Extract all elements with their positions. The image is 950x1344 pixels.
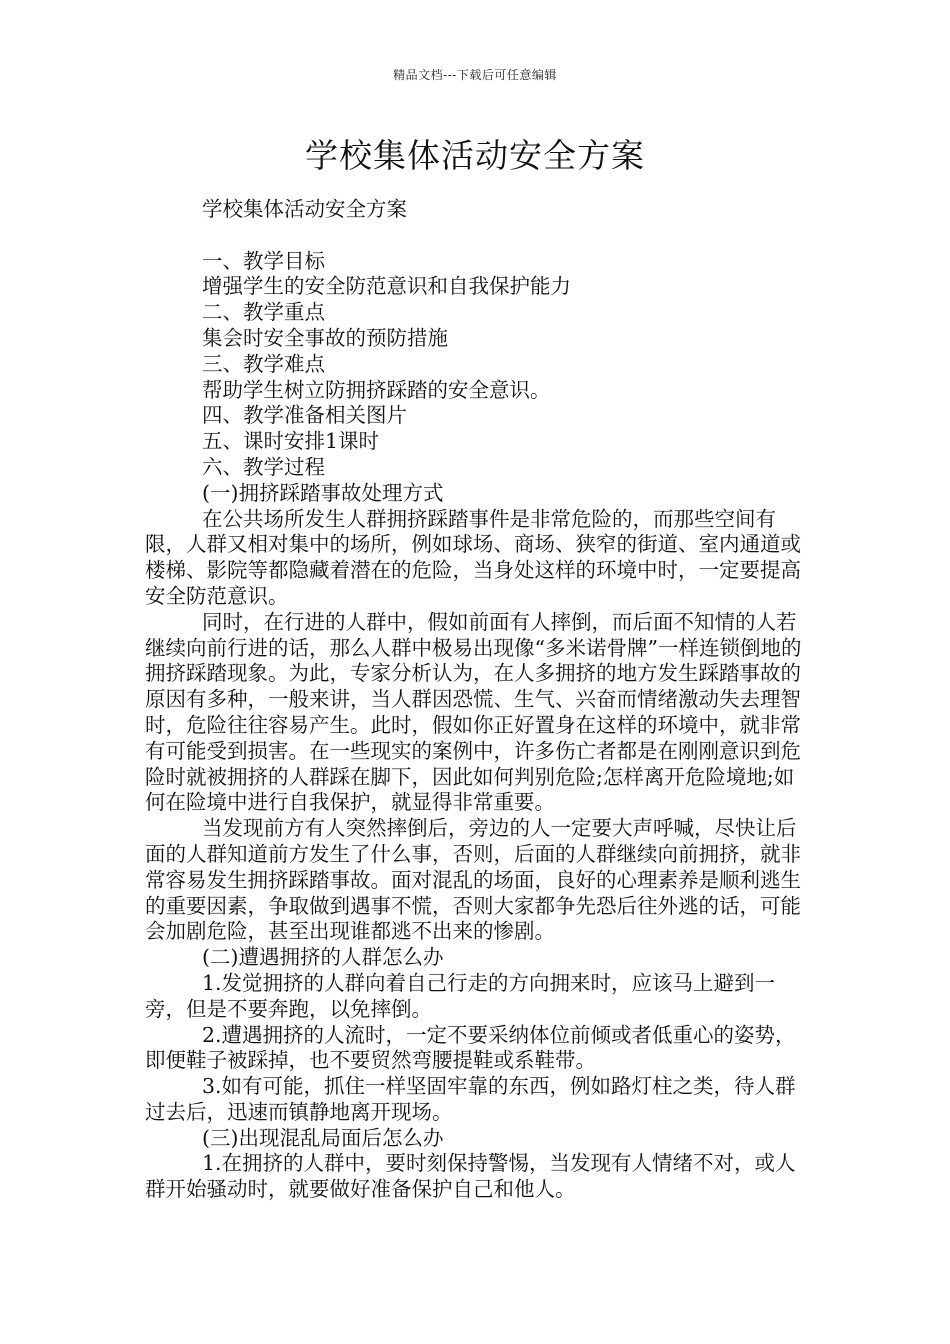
list-item: 1.发觉拥挤的人群向着自己行走的方向拥来时，应该马上避到一旁，但是不要奔跑，以免摔倒。 — [145, 970, 776, 1021]
paragraph: 当发现前方有人突然摔倒后，旁边的人一定要大声呼喊，尽快让后面的人群知道前方发生了什么事，否则，后面的人群继续向前拥挤，就非常容易发生拥挤踩踏事故。面对混乱的场面，良好的心理素养是顺利逃生的重要因素，争取做到遇事不慌，否则大家都争先恐后往外逃的话，可能会加剧危险，甚至出现谁都逃不出来的惨剧。 — [145, 816, 801, 944]
document-body — [145, 197, 810, 1203]
document-title: 学校集体活动安全方案 — [305, 136, 645, 175]
blank-line — [145, 223, 810, 249]
section-heading: 四、教学准备相关图片 — [202, 403, 407, 428]
paragraph: 同时，在行进的人群中，假如前面有人摔倒，而后面不知情的人若继续向前行进的话，那么人群中极易出现像“多米诺骨牌”一样连锁倒地的拥挤踩踏现象。为此，专家分析认为，在人多拥挤的地方发生踩踏事故的原因有多种，一般来讲，当人群因恐慌、生气、兴奋而情绪激动失去理智时，危险往往容易产生。此时，假如你正好置身在这样的环境中，就非常有可能受到损害。在一些现实的案例中，许多伤亡者都是在刚刚意识到危险时就被拥挤的人群踩在脚下，因此如何判别危险;怎样离开危险境地;如何在险境中进行自我保护，就显得非常重要。 — [145, 609, 802, 815]
paragraph: 在公共场所发生人群拥挤踩踏事件是非常危险的，而那些空间有限，人群又相对集中的场所，例如球场、商场、狭窄的街道、室内通道或楼梯、影院等都隐藏着潜在的危险，当身处这样的环境中时，一定要提高安全防范意识。 — [145, 506, 801, 608]
section-heading: 一、教学目标 — [202, 248, 325, 273]
subtitle: 学校集体活动安全方案 — [202, 197, 407, 221]
subsection-heading: (三)出现混乱局面后怎么办 — [202, 1125, 444, 1150]
section-heading: 三、教学难点 — [202, 351, 325, 376]
section-heading: 二、教学重点 — [202, 300, 325, 325]
list-item: 1.在拥挤的人群中，要时刻保持警惕，当发现有人情绪不对，或人群开始骚动时，就要做好准备保护自己和他人。 — [145, 1151, 796, 1202]
subsection-heading: (二)遭遇拥挤的人群怎么办 — [202, 945, 444, 970]
section-heading: 六、教学过程 — [202, 454, 325, 479]
section-heading: 五、课时安排1课时 — [202, 429, 380, 454]
paragraph: 增强学生的安全防范意识和自我保护能力 — [202, 274, 571, 299]
subsection-heading: (一)拥挤踩踏事故处理方式 — [202, 480, 444, 505]
paragraph: 集会时安全事故的预防措施 — [202, 325, 448, 350]
header-note: 精品文档---下载后可任意编辑 — [393, 68, 557, 82]
list-item: 3.如有可能，抓住一样坚固牢靠的东西，例如路灯柱之类，待人群过去后，迅速而镇静地离开现场。 — [145, 1074, 796, 1124]
list-item: 2.遭遇拥挤的人流时，一定不要采纳体位前倾或者低重心的姿势，即便鞋子被踩掉，也不要贸然弯腰提鞋或系鞋带。 — [145, 1022, 796, 1073]
paragraph: 帮助学生树立防拥挤踩踏的安全意识。 — [202, 377, 551, 402]
